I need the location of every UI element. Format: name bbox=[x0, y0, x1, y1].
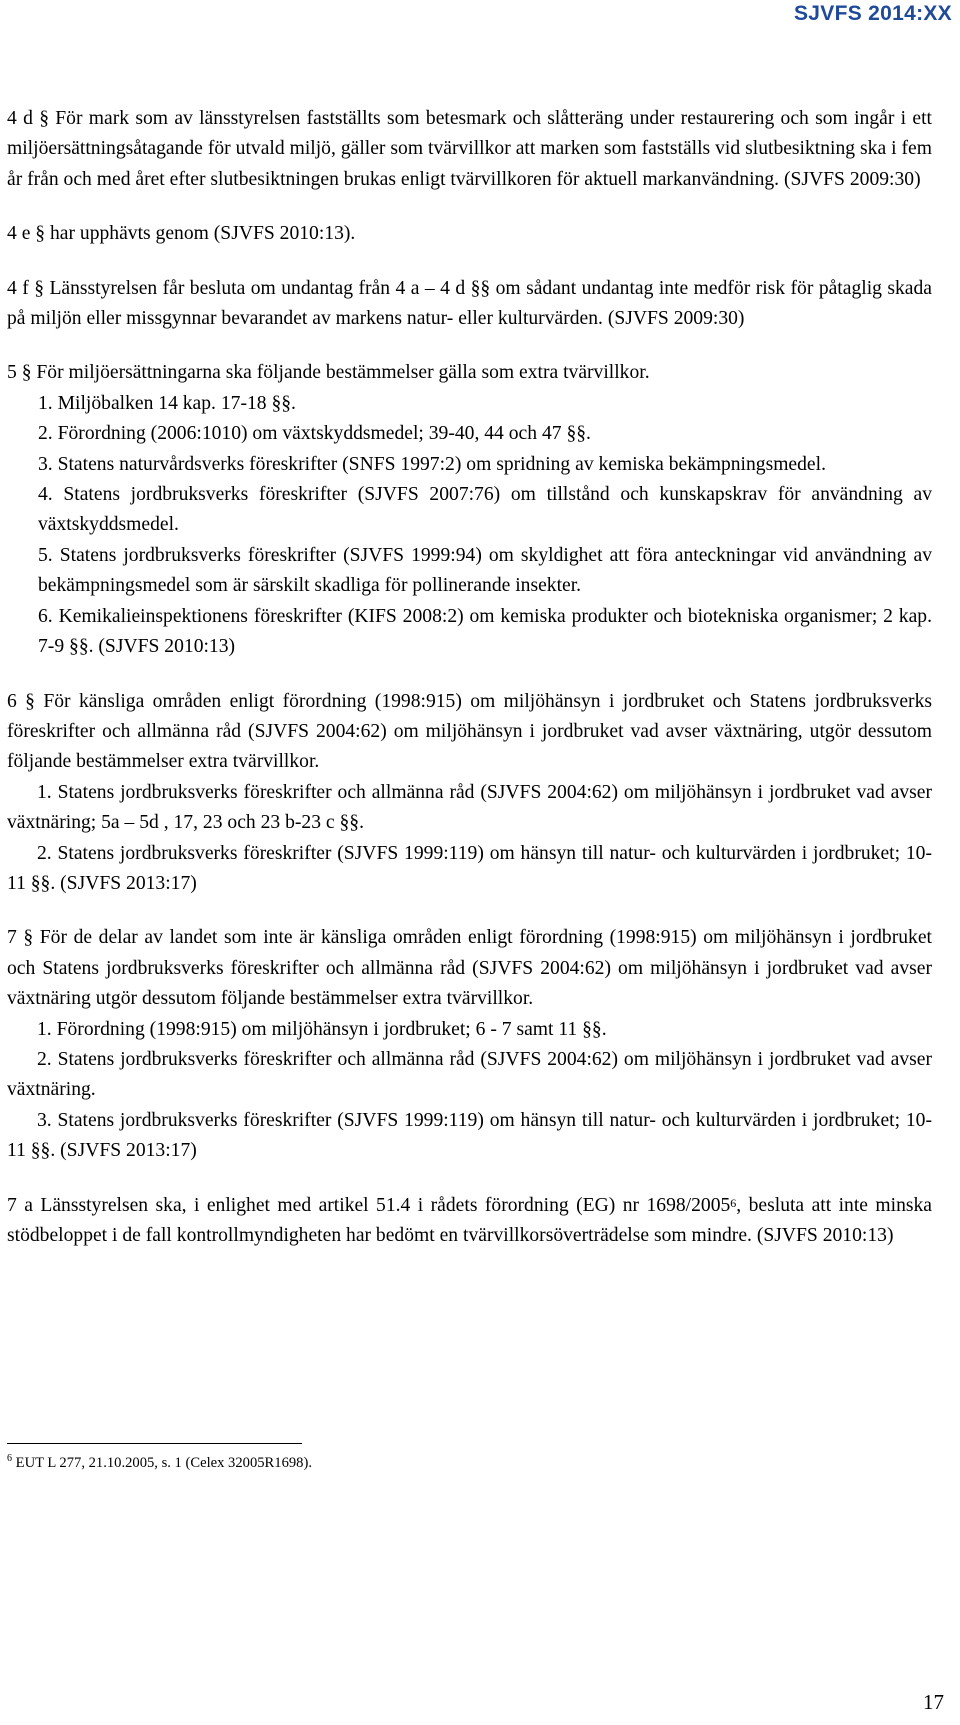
footnote-reference: 6 bbox=[730, 1195, 737, 1210]
paragraph-7a bbox=[7, 1191, 932, 1252]
footnote-separator bbox=[7, 1443, 302, 1444]
paragraph-4d: 4 d § För mark som av länsstyrelsen fastställts som betesmark och slåtteräng under restaurering och som ingår i ett miljöersättningsåtagande för utvald miljö, gäller som tvärvillkor att marken som fastställs vid slutbesiktning ska i fem år från och med året efter slutbesiktningen brukas enligt tvärvillkoren för aktuell markanvändning. (SJVFS 2009:30) bbox=[7, 108, 932, 190]
paragraph-7-item-1: 1. Förordning (1998:915) om miljöhänsyn i jordbruket; 6 - 7 samt 11 §§. bbox=[37, 1018, 607, 1040]
paragraph-4e: 4 e § har upphävts genom (SJVFS 2010:13). bbox=[7, 223, 356, 245]
paragraph-5: 5 § För miljöersättningarna ska följande bestämmelser gälla som extra tvärvillkor. bbox=[7, 362, 650, 384]
paragraph-6: 6 § För känsliga områden enligt förordning (1998:915) om miljöhänsyn i jordbruket och Statens jordbruksverks föreskrifter och allmänna råd (SJVFS 2004:62) om miljöhänsyn i jordbruket vad avser växtnäring, utgör dessutom följande bestämmelser extra tvärvillkor. bbox=[7, 690, 932, 773]
paragraph-5-item-5: 5. Statens jordbruksverks föreskrifter (SJVFS 1999:94) om skyldighet att föra anteckningar vid användning av bekämpningsmedel som är särskilt skadliga för pollinerande insekter. bbox=[38, 544, 932, 597]
paragraph-5-item-3: 3. Statens naturvårdsverks föreskrifter (SNFS 1997:2) om spridning av kemiska bekämpningsmedel. bbox=[38, 453, 826, 475]
footnote bbox=[7, 1454, 312, 1472]
paragraph-5-item-1: 1. Miljöbalken 14 kap. 17-18 §§. bbox=[38, 392, 296, 414]
paragraph-7a-text-start: 7 a Länsstyrelsen ska, i enlighet med artikel 51.4 i rådets förordning (EG) nr 1698/2005 bbox=[7, 1194, 731, 1216]
paragraph-7-item-3: 3. Statens jordbruksverks föreskrifter (SJVFS 1999:119) om hänsyn till natur- och kulturvärden i jordbruket; 10-11 §§. (SJVFS 2013:17) bbox=[7, 1109, 932, 1162]
paragraph-5-item-6: 6. Kemikalieinspektionens föreskrifter (KIFS 2008:2) om kemiska produkter och biotekniska organismer; 2 kap. 7-9 §§. (SJVFS 2010:13) bbox=[38, 605, 932, 658]
page-number: 17 bbox=[923, 1690, 944, 1714]
paragraph-5-item-2: 2. Förordning (2006:1010) om växtskyddsmedel; 39-40, 44 och 47 §§. bbox=[38, 423, 591, 445]
paragraph-5-item-4: 4. Statens jordbruksverks föreskrifter (SJVFS 2007:76) om tillstånd och kunskapskrav för användning av växtskyddsmedel. bbox=[38, 484, 932, 536]
footnote-marker: 6 bbox=[7, 1453, 12, 1464]
footnote-text: EUT L 277, 21.10.2005, s. 1 (Celex 32005R1698). bbox=[12, 1455, 312, 1471]
paragraph-7-item-2: 2. Statens jordbruksverks föreskrifter och allmänna råd (SJVFS 2004:62) om miljöhänsyn i jordbruket vad avser växtnäring. bbox=[7, 1048, 932, 1101]
paragraph-7: 7 § För de delar av landet som inte är känsliga områden enligt förordning (1998:915) om miljöhänsyn i jordbruket och Statens jordbruksverks föreskrifter och allmänna råd (SJVFS 2004:62) om miljöhänsyn i jordbruket vad avser växtnäring utgör dessutom följande bestämmelser extra tvärvillkor. bbox=[7, 927, 932, 1010]
document-header: SJVFS 2014:XX bbox=[794, 2, 952, 25]
paragraph-7a-text-end: , besluta att inte minska stödbeloppet i de fall kontrollmyndigheten har bedömt en tvärvillkorsöverträdelse som mindre. (SJVFS 2010:13) bbox=[7, 1194, 932, 1246]
paragraph-6-item-1: 1. Statens jordbruksverks föreskrifter och allmänna råd (SJVFS 2004:62) om miljöhänsyn i jordbruket vad avser växtnäring; 5a – 5d , 17, 23 och 23 b-23 c §§. bbox=[7, 781, 932, 834]
paragraph-4f: 4 f § Länsstyrelsen får besluta om undantag från 4 a – 4 d §§ om sådant undantag inte medför risk för påtaglig skada på miljön eller missgynnar bevarandet av markens natur- eller kulturvärden. (SJVFS 2009:30) bbox=[7, 277, 932, 330]
document-body bbox=[7, 104, 932, 1251]
paragraph-6-item-2: 2. Statens jordbruksverks föreskrifter (SJVFS 1999:119) om hänsyn till natur- och kulturvärden i jordbruket; 10-11 §§. (SJVFS 2013:17) bbox=[7, 842, 932, 894]
